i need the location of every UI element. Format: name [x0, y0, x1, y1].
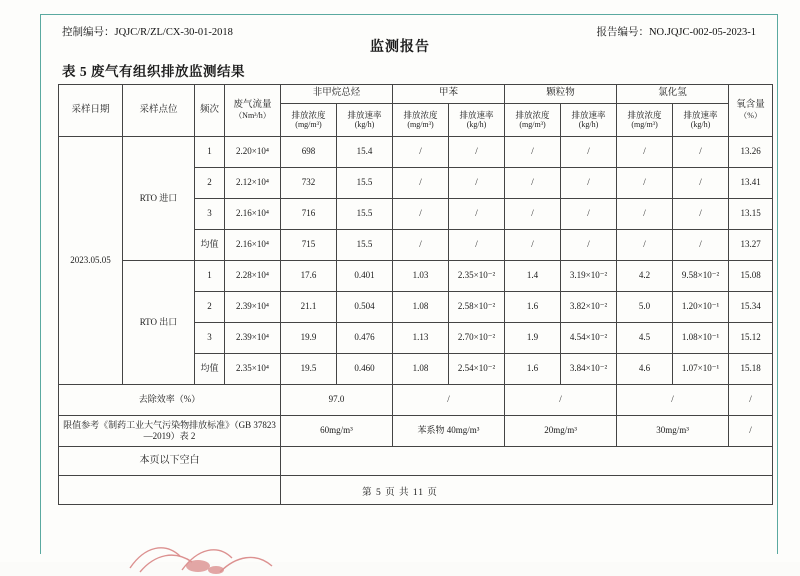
label-conc-unit: (mg/m³) [519, 120, 546, 130]
cell-particulate-rate: 3.84×10⁻² [561, 354, 617, 385]
blank-notice-row [59, 447, 773, 476]
col-header-o2-l2: （%） [739, 111, 762, 121]
label-conc: 排放浓度 [515, 109, 550, 120]
removal-efficiency-o2: / [729, 385, 773, 416]
cell-toluene-rate: 2.58×10⁻² [449, 292, 505, 323]
subcol-particulate-rate [561, 104, 617, 137]
cell-nmhc-conc: 19.9 [281, 323, 337, 354]
cell-toluene-rate: 2.54×10⁻² [449, 354, 505, 385]
cell-hcl-rate: 1.20×10⁻¹ [673, 292, 729, 323]
label-conc-unit: (mg/m³) [407, 120, 434, 130]
cell-o2: 15.08 [729, 261, 773, 292]
cell-nmhc-conc: 732 [281, 168, 337, 199]
cell-nmhc-conc: 17.6 [281, 261, 337, 292]
cell-freq: 均值 [195, 354, 225, 385]
cell-freq: 1 [195, 137, 225, 168]
label-conc: 排放浓度 [291, 109, 326, 120]
group-header-nmhc: 非甲烷总烃 [281, 85, 393, 104]
removal-efficiency-particulate: / [505, 385, 617, 416]
cell-particulate-conc: 1.6 [505, 354, 561, 385]
cell-hcl-rate: 1.07×10⁻¹ [673, 354, 729, 385]
cell-particulate-rate: / [561, 230, 617, 261]
subcol-hcl-rate [673, 104, 729, 137]
cell-o2: 13.27 [729, 230, 773, 261]
cell-particulate-rate: / [561, 199, 617, 230]
cell-particulate-conc: / [505, 230, 561, 261]
cell-freq: 3 [195, 199, 225, 230]
col-header-date: 采样日期 [59, 85, 123, 137]
limit-o2: / [729, 416, 773, 447]
removal-efficiency-nmhc: 97.0 [281, 385, 393, 416]
cell-nmhc-conc: 21.1 [281, 292, 337, 323]
cell-particulate-rate: / [561, 137, 617, 168]
label-conc: 排放浓度 [627, 109, 662, 120]
cell-nmhc-conc: 19.5 [281, 354, 337, 385]
subcol-nmhc-conc [281, 104, 337, 137]
cell-toluene-rate: 2.70×10⁻² [449, 323, 505, 354]
subcol-nmhc-rate [337, 104, 393, 137]
cell-flow: 2.35×10⁴ [225, 354, 281, 385]
label-rate-unit: (kg/h) [466, 120, 487, 130]
cell-nmhc-rate: 0.401 [337, 261, 393, 292]
cell-hcl-rate: / [673, 199, 729, 230]
report-number: 报告编号：NO.JQJC-002-05-2023-1 [596, 27, 756, 38]
col-header-point: 采样点位 [123, 85, 195, 137]
cell-o2: 13.41 [729, 168, 773, 199]
cell-hcl-conc: / [617, 230, 673, 261]
cell-flow: 2.20×10⁴ [225, 137, 281, 168]
cell-o2: 13.26 [729, 137, 773, 168]
label-rate-unit: (kg/h) [690, 120, 711, 130]
cell-o2: 15.12 [729, 323, 773, 354]
cell-o2: 15.18 [729, 354, 773, 385]
removal-efficiency-hcl: / [617, 385, 729, 416]
cell-toluene-conc: 1.13 [393, 323, 449, 354]
red-seal-stamp [120, 536, 290, 576]
cell-hcl-conc: / [617, 168, 673, 199]
cell-hcl-conc: 4.2 [617, 261, 673, 292]
col-header-o2-l1: 氧含量 [736, 99, 765, 110]
limit-reference-label: 限值参考《制药工业大气污染物排放标准》（GB 37823—2019）表 2 [59, 416, 281, 447]
removal-efficiency-row [59, 385, 773, 416]
cell-nmhc-conc: 715 [281, 230, 337, 261]
label-rate-unit: (kg/h) [354, 120, 375, 130]
cell-nmhc-rate: 15.5 [337, 199, 393, 230]
cell-freq: 1 [195, 261, 225, 292]
cell-toluene-rate: / [449, 230, 505, 261]
cell-nmhc-conc: 698 [281, 137, 337, 168]
col-header-o2 [729, 85, 773, 137]
cell-hcl-conc: / [617, 199, 673, 230]
limit-nmhc: 60mg/m³ [281, 416, 393, 447]
cell-toluene-conc: / [393, 137, 449, 168]
table-row [59, 261, 773, 292]
cell-particulate-rate: 3.19×10⁻² [561, 261, 617, 292]
subcol-toluene-rate [449, 104, 505, 137]
cell-particulate-conc: 1.9 [505, 323, 561, 354]
cell-toluene-rate: / [449, 168, 505, 199]
cell-point-inlet: RTO 进口 [123, 137, 195, 261]
limit-particulate: 20mg/m³ [505, 416, 617, 447]
page-border-right [777, 14, 778, 554]
cell-toluene-rate: / [449, 137, 505, 168]
cell-hcl-conc: 5.0 [617, 292, 673, 323]
cell-nmhc-rate: 15.5 [337, 168, 393, 199]
cell-hcl-rate: / [673, 230, 729, 261]
cell-date: 2023.05.05 [59, 137, 123, 385]
cell-hcl-conc: 4.6 [617, 354, 673, 385]
cell-freq: 2 [195, 168, 225, 199]
cell-toluene-conc: / [393, 230, 449, 261]
control-number: 控制编号：JQJC/R/ZL/CX-30-01-2018 [62, 27, 233, 38]
page-border-left [40, 14, 41, 554]
limit-hcl: 30mg/m³ [617, 416, 729, 447]
col-header-flow [225, 85, 281, 137]
cell-particulate-conc: 1.6 [505, 292, 561, 323]
col-header-flow-l1: 废气流量 [233, 99, 272, 110]
label-rate: 排放速率 [571, 109, 606, 120]
cell-hcl-rate: 1.08×10⁻¹ [673, 323, 729, 354]
label-rate: 排放速率 [347, 109, 382, 120]
cell-hcl-conc: 4.5 [617, 323, 673, 354]
cell-hcl-rate: 9.58×10⁻² [673, 261, 729, 292]
cell-flow: 2.28×10⁴ [225, 261, 281, 292]
cell-flow: 2.16×10⁴ [225, 199, 281, 230]
cell-toluene-conc: 1.08 [393, 354, 449, 385]
cell-freq: 2 [195, 292, 225, 323]
label-rate: 排放速率 [459, 109, 494, 120]
limit-toluene: 苯系物 40mg/m³ [393, 416, 505, 447]
cell-nmhc-rate: 0.476 [337, 323, 393, 354]
cell-freq: 均值 [195, 230, 225, 261]
col-header-flow-l2: （Nm³/h） [234, 111, 271, 121]
cell-nmhc-rate: 0.460 [337, 354, 393, 385]
group-header-toluene: 甲苯 [393, 85, 505, 104]
removal-efficiency-label: 去除效率（%） [59, 385, 281, 416]
label-conc-unit: (mg/m³) [295, 120, 322, 130]
col-header-freq: 频次 [195, 85, 225, 137]
cell-flow: 2.16×10⁴ [225, 230, 281, 261]
cell-nmhc-rate: 0.504 [337, 292, 393, 323]
cell-particulate-conc: / [505, 168, 561, 199]
limit-reference-row [59, 416, 773, 447]
blank-notice-label: 本页以下空白 [59, 447, 281, 476]
cell-toluene-conc: / [393, 199, 449, 230]
removal-efficiency-toluene: / [393, 385, 505, 416]
cell-freq: 3 [195, 323, 225, 354]
cell-flow: 2.12×10⁴ [225, 168, 281, 199]
subcol-hcl-conc [617, 104, 673, 137]
label-conc: 排放浓度 [403, 109, 438, 120]
cell-point-outlet: RTO 出口 [123, 261, 195, 385]
label-rate: 排放速率 [683, 109, 718, 120]
group-header-particulate: 颗粒物 [505, 85, 617, 104]
cell-particulate-conc: / [505, 137, 561, 168]
subcol-toluene-conc [393, 104, 449, 137]
cell-toluene-rate: 2.35×10⁻² [449, 261, 505, 292]
group-header-hcl: 氯化氢 [617, 85, 729, 104]
cell-flow: 2.39×10⁴ [225, 323, 281, 354]
cell-toluene-conc: 1.03 [393, 261, 449, 292]
cell-particulate-conc: / [505, 199, 561, 230]
cell-particulate-rate: 4.54×10⁻² [561, 323, 617, 354]
cell-particulate-conc: 1.4 [505, 261, 561, 292]
cell-toluene-conc: / [393, 168, 449, 199]
cell-hcl-rate: / [673, 168, 729, 199]
cell-particulate-rate: 3.82×10⁻² [561, 292, 617, 323]
cell-nmhc-conc: 716 [281, 199, 337, 230]
page-border-top [40, 14, 778, 15]
cell-toluene-conc: 1.08 [393, 292, 449, 323]
cell-o2: 13.15 [729, 199, 773, 230]
subcol-particulate-conc [505, 104, 561, 137]
page-title: 监测报告 [370, 40, 430, 55]
page-footer: 第 5 页 共 11 页 [362, 488, 438, 498]
table-header-row-1 [59, 85, 773, 104]
cell-hcl-rate: / [673, 137, 729, 168]
table-title: 表 5 废气有组织排放监测结果 [62, 64, 245, 79]
cell-nmhc-rate: 15.4 [337, 137, 393, 168]
cell-nmhc-rate: 15.5 [337, 230, 393, 261]
label-rate-unit: (kg/h) [578, 120, 599, 130]
cell-particulate-rate: / [561, 168, 617, 199]
blank-notice-empty [281, 447, 773, 476]
cell-flow: 2.39×10⁴ [225, 292, 281, 323]
cell-toluene-rate: / [449, 199, 505, 230]
emission-results-table [58, 84, 773, 505]
label-conc-unit: (mg/m³) [631, 120, 658, 130]
table-row [59, 137, 773, 168]
cell-hcl-conc: / [617, 137, 673, 168]
cell-o2: 15.34 [729, 292, 773, 323]
